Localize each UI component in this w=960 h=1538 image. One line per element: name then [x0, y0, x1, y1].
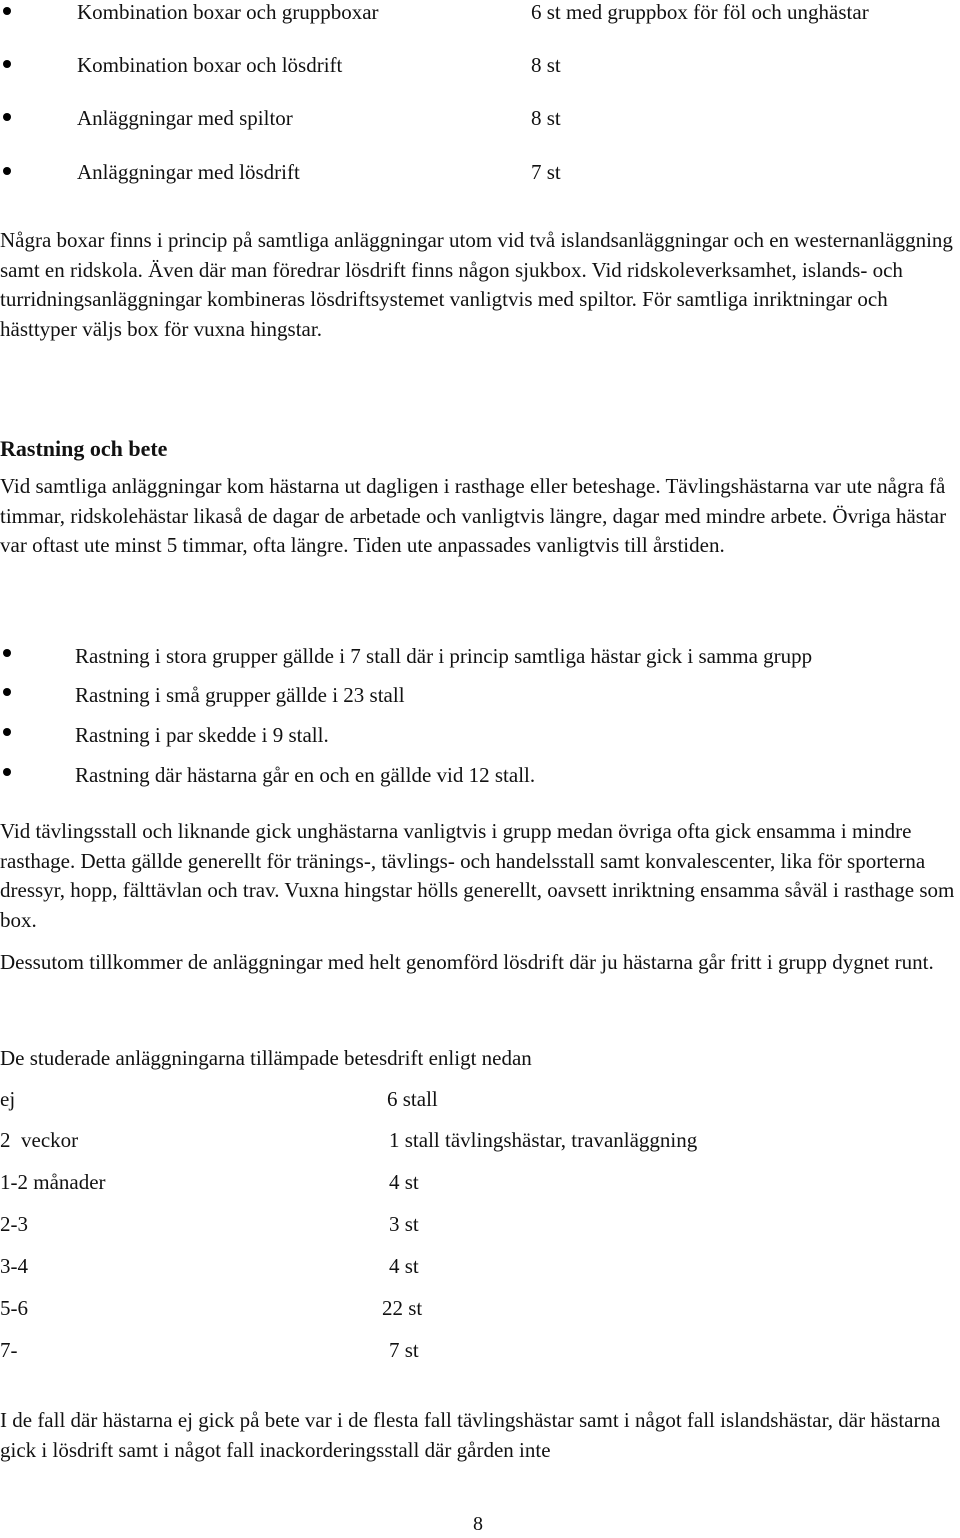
- bullet-icon: [3, 649, 11, 657]
- paragraph-unghästar: Vid tävlingsstall och liknande gick unghästarna vanligtvis i grupp medan övriga ofta gick ensamma i mindre rasthage. Detta gällde generellt för tränings-, tävlings- och handelsstall samt konvalescenter, lika för sporterna dressyr, hopp, fälttävlan och trav. Vuxna hingstar hölls generellt, oavsett inriktning ensamma såväl i rasthage som box.: [0, 819, 955, 932]
- bullet-icon: [3, 167, 11, 175]
- rastning-item: Rastning i par skedde i 9 stall.: [75, 723, 329, 747]
- grazing-period: 2 veckor: [0, 1128, 79, 1152]
- grazing-period: ej: [0, 1087, 16, 1111]
- stable-type-value: 8 st: [531, 53, 561, 77]
- stable-type-value: 6 st med gruppbox för föl och unghästar: [531, 0, 869, 24]
- grazing-period: 2-3: [0, 1212, 28, 1236]
- stable-type-label: Anläggningar med lösdrift: [77, 160, 300, 184]
- grazing-period: 5-6: [0, 1296, 28, 1320]
- stable-type-label: Anläggningar med spiltor: [77, 106, 293, 130]
- grazing-count: 6 stall: [387, 1087, 438, 1111]
- grazing-count: 22 st: [382, 1296, 423, 1320]
- bullet-icon: [3, 768, 11, 776]
- paragraph-boxes: Några boxar finns i princip på samtliga anläggningar utom vid två islandsanläggningar och en westernanläggning samt en ridskola. Även där man föredrar lösdrift finns någon sjukbox. Vid ridskoleverksamhet, islands- och turridningsanläggningar kombineras lösdriftsystemet vanligtvis med spiltor. För samtliga inriktningar och hästtyper väljs box för vuxna hingstar.: [0, 228, 953, 341]
- grazing-count: 3 st: [389, 1212, 419, 1236]
- section-heading: Rastning och bete: [0, 436, 168, 461]
- grazing-count: 7 st: [389, 1338, 419, 1362]
- bullet-icon: [3, 60, 11, 68]
- rastning-item: Rastning där hästarna går en och en gällde vid 12 stall.: [75, 763, 536, 787]
- grazing-count: 1 stall tävlingshästar, travanläggning: [389, 1128, 698, 1152]
- grazing-count: 4 st: [389, 1254, 419, 1278]
- grazing-period: 1-2 månader: [0, 1170, 106, 1194]
- grazing-intro: De studerade anläggningarna tillämpade betesdrift enligt nedan: [0, 1046, 532, 1070]
- page-number: 8: [473, 1513, 483, 1535]
- bullet-icon: [3, 688, 11, 696]
- grazing-period: 3-4: [0, 1254, 28, 1278]
- grazing-count: 4 st: [389, 1170, 419, 1194]
- rastning-item: Rastning i små grupper gällde i 23 stall: [75, 683, 405, 707]
- bullet-icon: [3, 113, 11, 121]
- bullet-icon: [3, 7, 11, 15]
- stable-type-label: Kombination boxar och gruppboxar: [77, 0, 379, 24]
- paragraph-rastning: Vid samtliga anläggningar kom hästarna ut dagligen i rasthage eller beteshage. Tävlingshästarna var ute några få timmar, ridskolehästar likaså de dagar de arbetade och vanligtvis längre, dagar med mindre arbete. Övriga hästar var oftast ute minst 5 timmar, ofta längre. Tiden ute anpassades vanligtvis till årstiden.: [0, 474, 947, 557]
- grazing-period: 7-: [0, 1338, 18, 1362]
- stable-type-label: Kombination boxar och lösdrift: [77, 53, 343, 77]
- paragraph-lösdrift: Dessutom tillkommer de anläggningar med helt genomförd lösdrift där ju hästarna går fritt i grupp dygnet runt.: [0, 950, 934, 974]
- stable-type-value: 8 st: [531, 106, 561, 130]
- rastning-item: Rastning i stora grupper gällde i 7 stall där i princip samtliga hästar gick i samma grupp: [75, 644, 813, 668]
- bullet-icon: [3, 728, 11, 736]
- paragraph-final: I de fall där hästarna ej gick på bete var i de flesta fall tävlingshästar samt i något fall islandshästar, där hästarna gick i lösdrift samt i något fall inackorderingsstall där gården inte: [0, 1408, 941, 1462]
- stable-type-value: 7 st: [531, 160, 561, 184]
